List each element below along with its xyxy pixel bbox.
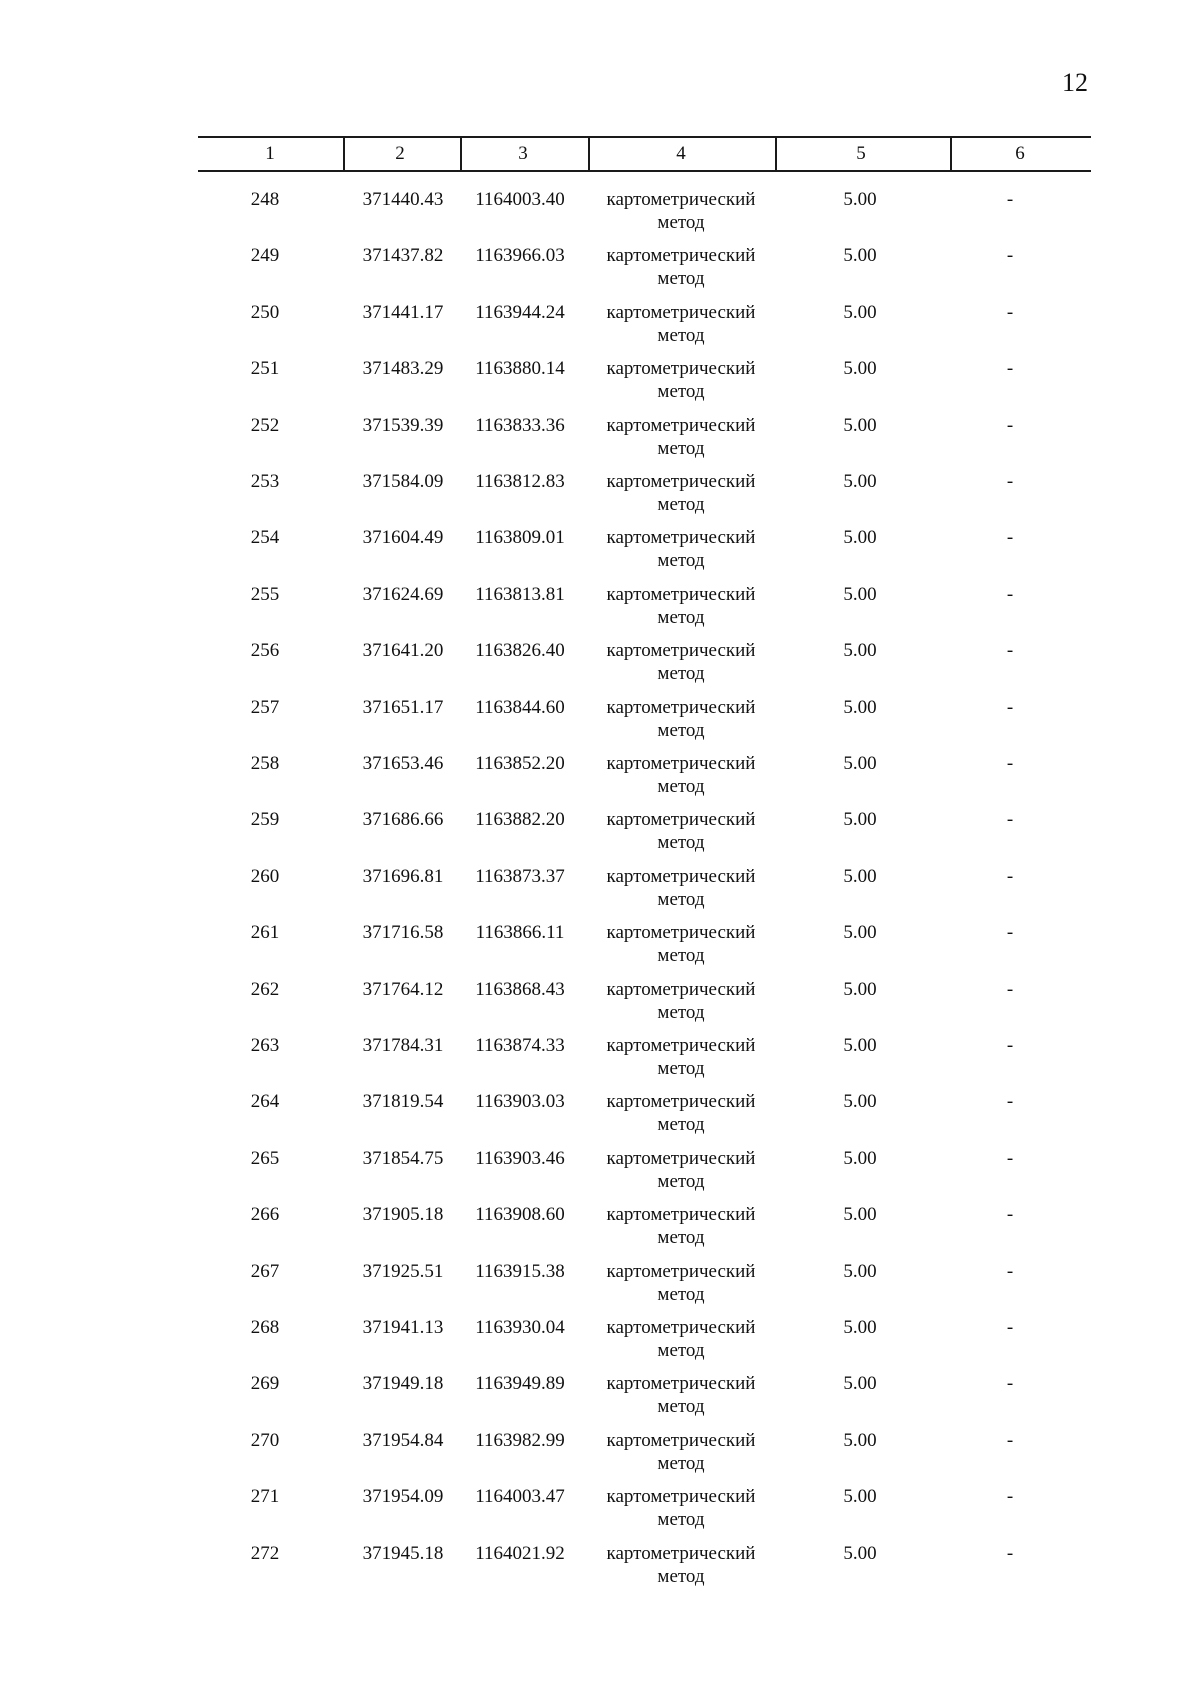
method-cell	[586, 1316, 776, 1362]
method-cell	[586, 1090, 776, 1136]
method-line-1: картометрический	[606, 1204, 756, 1226]
method-line-2: метод	[657, 1396, 705, 1418]
coordinate-y: 1164003.47	[475, 1486, 565, 1508]
point-number: 271	[250, 1486, 280, 1508]
column-header-2: 2	[395, 143, 405, 164]
description-value: -	[1006, 471, 1014, 492]
coordinate-x: 371604.49	[362, 527, 444, 549]
description-value: -	[1006, 1542, 1014, 1564]
header-separator	[775, 137, 777, 171]
method-cell	[586, 1147, 776, 1193]
method-line-1: картометрический	[606, 1486, 756, 1508]
method-line-2: метод	[657, 945, 705, 967]
accuracy-value: 5.00	[843, 1542, 877, 1564]
method-line-2: метод	[657, 888, 705, 910]
method-line-2: метод	[657, 212, 705, 233]
accuracy-value: 5.00	[843, 696, 877, 718]
table-row	[0, 1316, 1200, 1372]
method-line-2: метод	[657, 776, 705, 797]
accuracy-value: 5.00	[843, 301, 877, 323]
column-header-1: 1	[265, 143, 275, 164]
description-value: -	[1006, 753, 1014, 774]
table-row	[0, 470, 1200, 526]
coordinate-y: 1163852.20	[475, 753, 565, 774]
method-line-1: картометрический	[606, 1091, 756, 1113]
accuracy-value: 5.00	[843, 245, 877, 267]
header-bottom-rule	[198, 170, 1091, 172]
method-line-1: картометрический	[606, 1035, 756, 1056]
point-number: 251	[250, 358, 280, 380]
point-number: 253	[250, 471, 280, 492]
coordinate-x: 371784.31	[362, 1035, 444, 1056]
coordinate-x: 371925.51	[362, 1260, 444, 1282]
method-line-2: метод	[657, 663, 705, 685]
coordinate-y: 1163903.03	[475, 1091, 565, 1113]
method-line-2: метод	[657, 1058, 705, 1079]
description-value: -	[1006, 1035, 1014, 1056]
table-row	[0, 244, 1200, 300]
coordinate-x: 371764.12	[362, 978, 444, 1000]
method-cell	[586, 583, 776, 629]
accuracy-value: 5.00	[843, 640, 877, 662]
point-number: 266	[250, 1204, 280, 1226]
method-cell	[586, 978, 776, 1024]
accuracy-value: 5.00	[843, 1204, 877, 1226]
coordinate-x: 371440.43	[362, 189, 444, 210]
method-line-1: картометрический	[606, 414, 756, 436]
method-cell	[586, 1485, 776, 1531]
description-value: -	[1006, 1091, 1014, 1113]
method-line-1: картометрический	[606, 640, 756, 662]
method-cell	[586, 1203, 776, 1249]
description-value: -	[1006, 245, 1014, 267]
accuracy-value: 5.00	[843, 922, 877, 944]
coordinate-y: 1163915.38	[475, 1260, 565, 1282]
method-line-1: картометрический	[606, 301, 756, 323]
method-line-2: метод	[657, 550, 705, 572]
accuracy-value: 5.00	[843, 358, 877, 380]
description-value: -	[1006, 922, 1014, 944]
description-value: -	[1006, 1147, 1014, 1169]
coordinate-y: 1163826.40	[475, 640, 565, 662]
point-number: 270	[250, 1429, 280, 1451]
point-number: 272	[250, 1542, 280, 1564]
method-line-1: картометрический	[606, 1542, 756, 1564]
description-value: -	[1006, 1204, 1014, 1226]
method-line-2: метод	[657, 1452, 705, 1474]
coordinate-y: 1163882.20	[475, 809, 565, 831]
coordinate-y: 1163903.46	[475, 1147, 565, 1169]
description-value: -	[1006, 696, 1014, 718]
accuracy-value: 5.00	[843, 1486, 877, 1508]
coordinate-y: 1163833.36	[475, 414, 565, 436]
coordinate-x: 371819.54	[362, 1091, 444, 1113]
coordinate-y: 1163874.33	[475, 1035, 565, 1056]
method-cell	[586, 301, 776, 347]
point-number: 250	[250, 301, 280, 323]
accuracy-value: 5.00	[843, 471, 877, 492]
table-row	[0, 1542, 1200, 1598]
coordinate-x: 371483.29	[362, 358, 444, 380]
method-line-2: метод	[657, 1227, 705, 1249]
method-cell	[586, 865, 776, 911]
method-cell	[586, 696, 776, 742]
method-cell	[586, 414, 776, 460]
table-row	[0, 808, 1200, 864]
table-row	[0, 639, 1200, 695]
coordinate-y: 1163866.11	[475, 922, 565, 944]
description-value: -	[1006, 358, 1014, 380]
method-line-1: картометрический	[606, 1373, 756, 1395]
description-value: -	[1006, 1429, 1014, 1451]
method-line-2: метод	[657, 832, 705, 854]
coordinate-x: 371539.39	[362, 414, 444, 436]
accuracy-value: 5.00	[843, 527, 877, 549]
table-row	[0, 526, 1200, 582]
method-line-1: картометрический	[606, 753, 756, 774]
method-cell	[586, 357, 776, 403]
coordinate-x: 371686.66	[362, 809, 444, 831]
method-line-1: картометрический	[606, 527, 756, 549]
accuracy-value: 5.00	[843, 414, 877, 436]
accuracy-value: 5.00	[843, 583, 877, 605]
method-line-1: картометрический	[606, 865, 756, 887]
method-line-2: метод	[657, 1283, 705, 1305]
coordinate-x: 371941.13	[362, 1317, 444, 1338]
point-number: 255	[250, 583, 280, 605]
coordinate-x: 371945.18	[362, 1542, 444, 1564]
coordinate-y: 1163812.83	[475, 471, 565, 492]
method-line-2: метод	[657, 1509, 705, 1531]
point-number: 268	[250, 1317, 280, 1338]
table-row	[0, 357, 1200, 413]
point-number: 259	[250, 809, 280, 831]
point-number: 261	[250, 922, 280, 944]
method-line-1: картометрический	[606, 1147, 756, 1169]
table-row	[0, 1090, 1200, 1146]
coordinate-x: 371905.18	[362, 1204, 444, 1226]
method-line-1: картометрический	[606, 696, 756, 718]
table-row	[0, 978, 1200, 1034]
coordinate-x: 371441.17	[362, 301, 444, 323]
method-line-2: метод	[657, 719, 705, 741]
coordinate-y: 1163880.14	[475, 358, 565, 380]
point-number: 254	[250, 527, 280, 549]
method-cell	[586, 1542, 776, 1588]
method-cell	[586, 470, 776, 516]
coordinate-y: 1163813.81	[475, 583, 565, 605]
coordinate-x: 371641.20	[362, 640, 444, 662]
method-cell	[586, 1034, 776, 1080]
header-separator	[343, 137, 345, 171]
accuracy-value: 5.00	[843, 809, 877, 831]
coordinate-y: 1163809.01	[475, 527, 565, 549]
method-line-1: картометрический	[606, 1429, 756, 1451]
table-row	[0, 865, 1200, 921]
table-row	[0, 414, 1200, 470]
method-line-2: метод	[657, 1170, 705, 1192]
accuracy-value: 5.00	[843, 1035, 877, 1056]
column-header-4: 4	[676, 143, 686, 164]
method-cell	[586, 1260, 776, 1306]
method-cell	[586, 1429, 776, 1475]
column-header-3: 3	[518, 143, 528, 164]
method-line-1: картометрический	[606, 189, 756, 210]
coordinate-y: 1163949.89	[475, 1373, 565, 1395]
table-row	[0, 752, 1200, 808]
description-value: -	[1006, 1260, 1014, 1282]
point-number: 252	[250, 414, 280, 436]
method-line-2: метод	[657, 324, 705, 346]
coordinate-y: 1163908.60	[475, 1204, 565, 1226]
description-value: -	[1006, 1373, 1014, 1395]
description-value: -	[1006, 865, 1014, 887]
method-line-1: картометрический	[606, 922, 756, 944]
method-line-2: метод	[657, 381, 705, 403]
point-number: 267	[250, 1260, 280, 1282]
method-line-1: картометрический	[606, 471, 756, 492]
coordinate-y: 1163873.37	[475, 865, 565, 887]
table-row	[0, 1147, 1200, 1203]
coordinate-y: 1163966.03	[475, 245, 565, 267]
coordinate-x: 371954.84	[362, 1429, 444, 1451]
accuracy-value: 5.00	[843, 1260, 877, 1282]
accuracy-value: 5.00	[843, 753, 877, 774]
page-number: 12	[1062, 68, 1088, 97]
description-value: -	[1006, 527, 1014, 549]
accuracy-value: 5.00	[843, 1373, 877, 1395]
header-top-rule	[198, 136, 1091, 138]
method-cell	[586, 639, 776, 685]
table-row	[0, 1203, 1200, 1259]
coordinate-y: 1163944.24	[475, 301, 565, 323]
method-line-2: метод	[657, 1340, 705, 1361]
coordinate-x: 371696.81	[362, 865, 444, 887]
method-line-2: метод	[657, 1001, 705, 1023]
point-number: 248	[250, 189, 280, 210]
point-number: 263	[250, 1035, 280, 1056]
table-row	[0, 583, 1200, 639]
coordinate-x: 371584.09	[362, 471, 444, 492]
table-row	[0, 301, 1200, 357]
table-row	[0, 921, 1200, 977]
description-value: -	[1006, 978, 1014, 1000]
description-value: -	[1006, 189, 1014, 210]
method-cell	[586, 752, 776, 798]
table-row	[0, 188, 1200, 244]
coordinate-x: 371624.69	[362, 583, 444, 605]
coordinate-x: 371653.46	[362, 753, 444, 774]
coordinate-x: 371651.17	[362, 696, 444, 718]
description-value: -	[1006, 640, 1014, 662]
method-line-1: картометрический	[606, 809, 756, 831]
point-number: 264	[250, 1091, 280, 1113]
coordinate-y: 1163930.04	[475, 1317, 565, 1338]
method-line-1: картометрический	[606, 1260, 756, 1282]
point-number: 262	[250, 978, 280, 1000]
coordinate-x: 371716.58	[362, 922, 444, 944]
table-row	[0, 1429, 1200, 1485]
description-value: -	[1006, 1486, 1014, 1508]
accuracy-value: 5.00	[843, 1091, 877, 1113]
column-header-6: 6	[1015, 143, 1025, 164]
table-row	[0, 696, 1200, 752]
header-separator	[460, 137, 462, 171]
method-line-1: картометрический	[606, 583, 756, 605]
method-line-1: картометрический	[606, 245, 756, 267]
header-separator	[950, 137, 952, 171]
column-header-5: 5	[856, 143, 866, 164]
header-separator	[588, 137, 590, 171]
description-value: -	[1006, 583, 1014, 605]
coordinate-y: 1164021.92	[475, 1542, 565, 1564]
method-cell	[586, 921, 776, 967]
point-number: 249	[250, 245, 280, 267]
method-line-1: картометрический	[606, 978, 756, 1000]
point-number: 257	[250, 696, 280, 718]
coordinate-y: 1164003.40	[475, 189, 565, 210]
method-line-1: картометрический	[606, 358, 756, 380]
table-row	[0, 1034, 1200, 1090]
method-line-2: метод	[657, 1565, 705, 1587]
method-cell	[586, 526, 776, 572]
coordinate-x: 371437.82	[362, 245, 444, 267]
accuracy-value: 5.00	[843, 865, 877, 887]
accuracy-value: 5.00	[843, 1317, 877, 1338]
method-cell	[586, 244, 776, 290]
coordinate-y: 1163868.43	[475, 978, 565, 1000]
method-cell	[586, 808, 776, 854]
method-cell	[586, 188, 776, 234]
description-value: -	[1006, 301, 1014, 323]
point-number: 265	[250, 1147, 280, 1169]
method-line-2: метод	[657, 437, 705, 459]
method-cell	[586, 1372, 776, 1418]
method-line-2: метод	[657, 1114, 705, 1136]
point-number: 269	[250, 1373, 280, 1395]
coordinate-x: 371854.75	[362, 1147, 444, 1169]
description-value: -	[1006, 809, 1014, 831]
accuracy-value: 5.00	[843, 978, 877, 1000]
coordinate-y: 1163982.99	[475, 1429, 565, 1451]
point-number: 260	[250, 865, 280, 887]
accuracy-value: 5.00	[843, 189, 877, 210]
method-line-1: картометрический	[606, 1317, 756, 1338]
method-line-2: метод	[657, 606, 705, 628]
coordinate-y: 1163844.60	[475, 696, 565, 718]
table-row	[0, 1485, 1200, 1541]
table-row	[0, 1260, 1200, 1316]
method-line-2: метод	[657, 494, 705, 515]
method-line-2: метод	[657, 268, 705, 290]
description-value: -	[1006, 1317, 1014, 1338]
accuracy-value: 5.00	[843, 1147, 877, 1169]
coordinate-x: 371954.09	[362, 1486, 444, 1508]
point-number: 256	[250, 640, 280, 662]
table-row	[0, 1372, 1200, 1428]
description-value: -	[1006, 414, 1014, 436]
accuracy-value: 5.00	[843, 1429, 877, 1451]
coordinate-x: 371949.18	[362, 1373, 444, 1395]
point-number: 258	[250, 753, 280, 774]
